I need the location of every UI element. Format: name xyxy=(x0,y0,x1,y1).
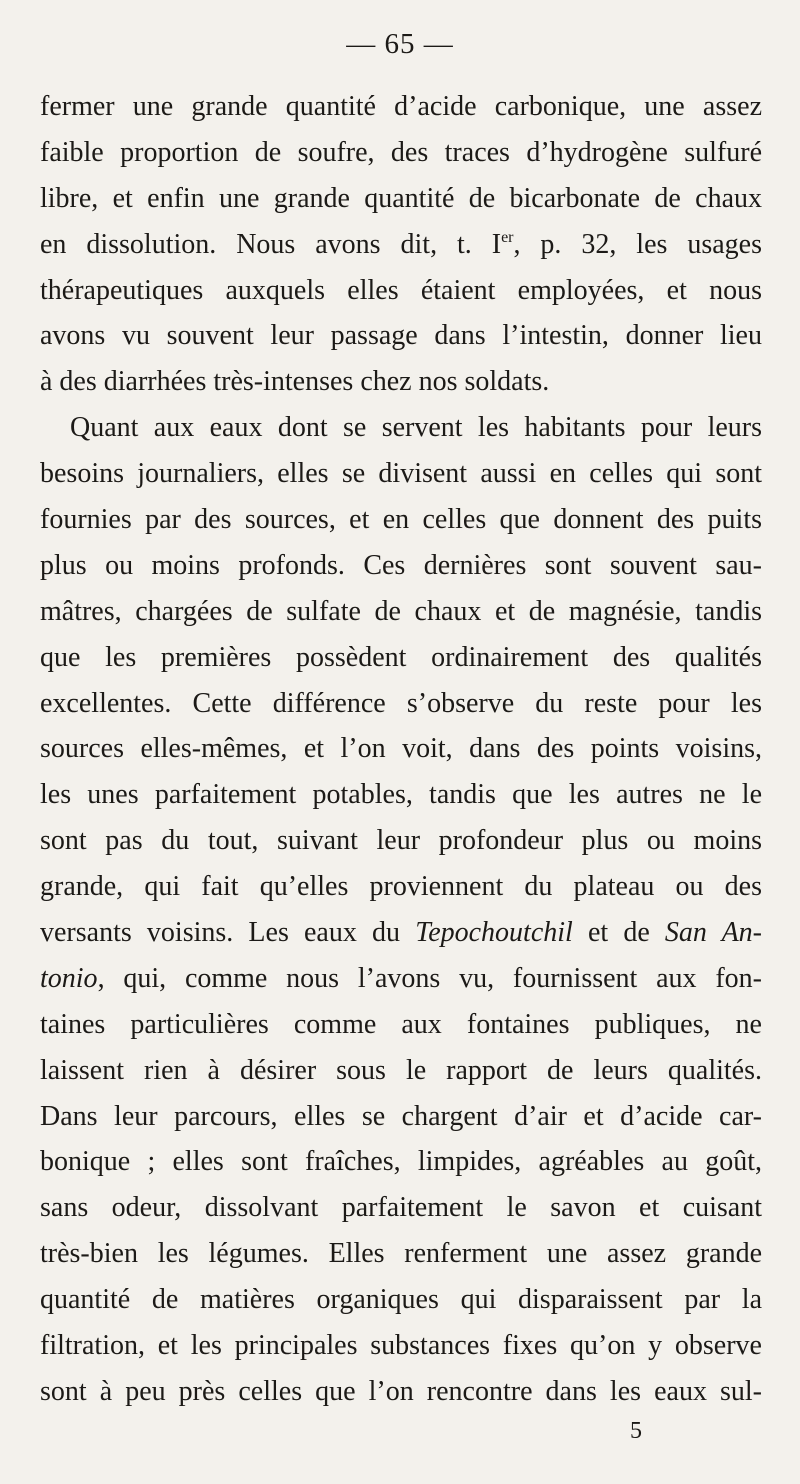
text-line: que les premières possèdent ordinairement des qualités xyxy=(40,641,762,673)
text-segment: en dissolution. Nous avons dit, t. I xyxy=(40,228,502,260)
text-line xyxy=(40,222,762,268)
text-segment: , qui, comme nous l’avons vu, fournissent aux fon- xyxy=(97,962,762,994)
text-line: sont pas du tout, suivant leur profondeur plus ou moins xyxy=(40,825,762,857)
superscript: er xyxy=(501,228,514,246)
text-line: fermer une grande quantité d’acide carbonique, une assez xyxy=(40,91,762,122)
body-text xyxy=(40,84,762,1415)
text-line: faible proportion de soufre, des traces d’hydrogène sulfuré xyxy=(40,136,762,168)
text-line: sont à peu près celles que l’on rencontre dans les eaux sul- xyxy=(40,1375,762,1407)
italic-place-name: tonio xyxy=(40,962,98,994)
text-line: plus ou moins profonds. Ces dernières sont souvent sau- xyxy=(40,549,762,581)
text-line: avons vu souvent leur passage dans l’intestin, donner lieu xyxy=(40,320,762,352)
text-line: grande, qui fait qu’elles proviennent du plateau ou des xyxy=(40,871,762,903)
text-line: quantité de matières organiques qui disparaissent par la xyxy=(40,1284,762,1316)
text-line: thérapeutiques auxquels elles étaient employées, et nous xyxy=(40,274,762,306)
italic-place-name: San An- xyxy=(664,917,762,949)
text-segment: , p. 32, les usages xyxy=(513,228,762,260)
text-line: mâtres, chargées de sulfate de chaux et de magnésie, tandis xyxy=(40,595,762,627)
page-number: — 65 — xyxy=(346,28,454,60)
text-line: libre, et enfin une grande quantité de bicarbonate de chaux xyxy=(40,182,762,214)
signature-mark: 5 xyxy=(630,1418,642,1444)
italic-place-name: Tepochoutchil xyxy=(415,917,573,949)
text-line: Quant aux eaux dont se servent les habitants pour leurs xyxy=(70,412,762,444)
text-line xyxy=(40,956,762,1002)
text-line: taines particulières comme aux fontaines publiques, ne xyxy=(40,1008,762,1040)
text-line: Dans leur parcours, elles se chargent d’air et d’acide car- xyxy=(40,1100,762,1132)
text-line: à des diarrhées très-intenses chez nos soldats. xyxy=(40,366,550,398)
text-segment: et de xyxy=(572,917,665,949)
text-line: sources elles-mêmes, et l’on voit, dans des points voisins, xyxy=(40,733,762,765)
text-line: laissent rien à désirer sous le rapport de leurs qualités. xyxy=(40,1054,762,1086)
text-line: filtration, et les principales substances fixes qu’on y observe xyxy=(40,1330,762,1362)
text-line xyxy=(40,910,762,956)
text-line: excellentes. Cette différence s’observe du reste pour les xyxy=(40,687,762,719)
text-line: très-bien les légumes. Elles renferment une assez grande xyxy=(40,1238,762,1270)
text-line: fournies par des sources, et en celles que donnent des puits xyxy=(40,504,762,536)
text-line: bonique ; elles sont fraîches, limpides, agréables au goût, xyxy=(40,1146,762,1178)
text-line: sans odeur, dissolvant parfaitement le savon et cuisant xyxy=(40,1192,762,1224)
text-segment: versants voisins. Les eaux du xyxy=(40,917,416,949)
text-line: besoins journaliers, elles se divisent aussi en celles qui sont xyxy=(40,458,762,490)
text-line: les unes parfaitement potables, tandis que les autres ne le xyxy=(40,779,762,811)
